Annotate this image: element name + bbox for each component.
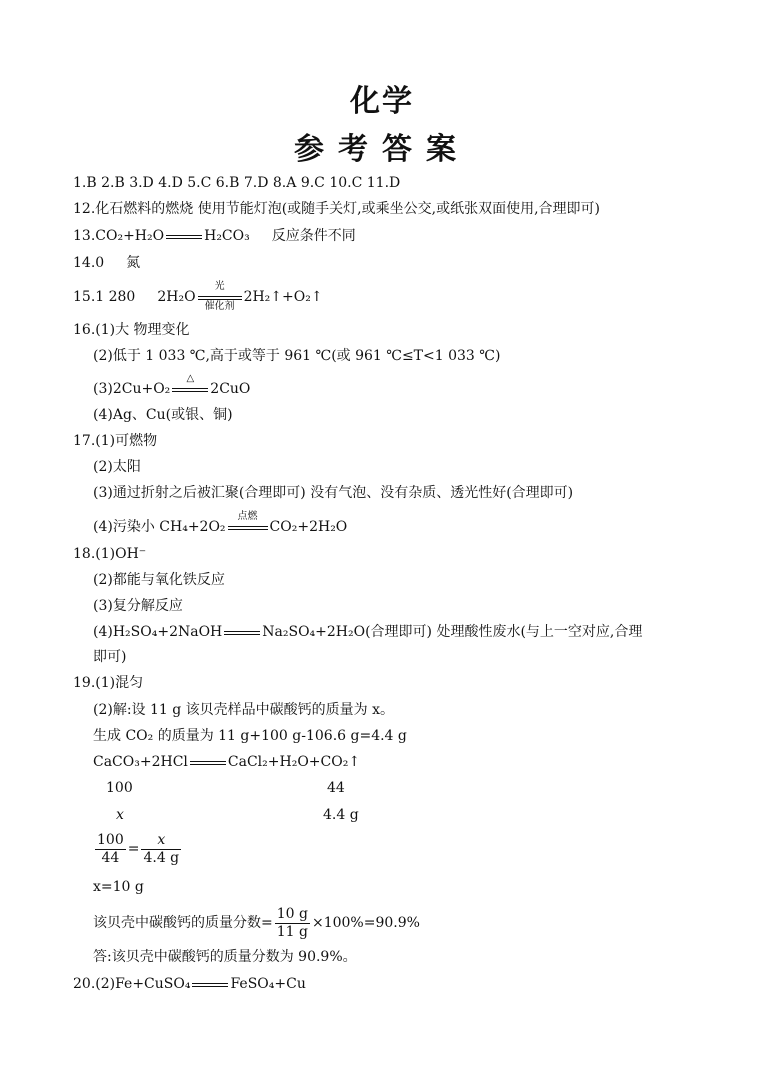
q13-prefix: 13.	[73, 228, 96, 244]
frac-num: 10 g	[276, 905, 308, 922]
q19-var-co2: 4.4 g	[323, 807, 359, 823]
equals-sign	[164, 226, 204, 246]
q15-eq-left: 2H₂O	[157, 289, 196, 305]
q12-answer: 12.化石燃料的燃烧 使用节能灯泡(或随手关灯,或乘坐公交,或纸张双面使用,合理即可)	[73, 201, 600, 217]
q15-cond-top: 光	[214, 281, 225, 292]
q16-part4: (4)Ag、Cu(或银、铜)	[93, 407, 233, 423]
q19-mass-co2: 44	[327, 780, 345, 796]
q19-frac-suffix: ×100%=90.9%	[311, 915, 420, 931]
answer-heading: 参考答案	[294, 132, 470, 167]
equals-sign	[222, 622, 262, 642]
q19-part3: 生成 CO₂ 的质量为 11 g+100 g-106.6 g=4.4 g	[93, 728, 407, 744]
q18-part3: (3)复分解反应	[93, 598, 183, 614]
q15-prefix: 15.1 280	[73, 289, 136, 305]
q13-eq-left: CO₂+H₂O	[95, 228, 165, 244]
q17-p4-right: CO₂+2H₂O	[269, 519, 348, 535]
q18-p4-right: Na₂SO₄+2H₂O(合理即可) 处理酸性废水(与上一空对应,合理	[262, 624, 643, 640]
q14-num: 14.0	[73, 255, 105, 271]
q18-part2: (2)都能与氧化铁反应	[93, 572, 225, 588]
q15-answer	[73, 281, 323, 312]
equals-sign	[190, 974, 230, 994]
q19-eq-right: CaCl₂+H₂O+CO₂↑	[227, 754, 361, 770]
ratio-den1: 44	[101, 849, 120, 866]
q19-eq-left: CaCO₃+2HCl	[93, 754, 188, 770]
ratio-den2: 4.4 g	[143, 849, 180, 866]
q14-ans: 氮	[126, 255, 141, 271]
q17-part3: (3)通过折射之后被汇聚(合理即可) 没有气泡、没有杂质、透光性好(合理即可)	[93, 485, 574, 501]
subject-title: 化学	[350, 84, 414, 119]
q18-p4-left: (4)H₂SO₄+2NaOH	[93, 624, 223, 640]
q14-answer	[73, 253, 140, 273]
ratio-num1: 100	[97, 831, 124, 848]
q20-answer	[73, 974, 306, 994]
q19-ratio: $\frac{100}{44}$ = $\frac{x}{4.4 g}$	[97, 831, 180, 866]
q16-part3	[93, 373, 251, 399]
q16-part2: (2)低于 1 033 ℃,高于或等于 961 ℃(或 961 ℃≤T<1 033 ℃)	[93, 348, 501, 364]
q20-right: FeSO₄+Cu	[230, 976, 306, 992]
q19-frac-prefix: 该贝壳中碳酸钙的质量分数=	[93, 915, 273, 931]
q15-eq-right: 2H₂↑+O₂↑	[243, 289, 323, 305]
q18-part4	[93, 622, 642, 642]
q16-p3-cond: △	[186, 373, 195, 384]
q19-part1: 19.(1)混匀	[73, 675, 144, 691]
q16-part1: 16.(1)大 物理变化	[73, 322, 190, 338]
q16-p3-left: (3)2Cu+O₂	[93, 381, 171, 397]
q17-p4-cond: 点燃	[237, 511, 258, 522]
q17-part1: 17.(1)可燃物	[73, 433, 158, 449]
ratio-left	[95, 832, 126, 867]
condition-equals	[196, 281, 244, 312]
q20-left: 20.(2)Fe+CuSO₄	[73, 976, 191, 992]
mass-fraction	[275, 906, 310, 941]
q19-fraction-line	[93, 905, 420, 941]
q17-p4-left: (4)污染小 CH₄+2O₂	[93, 519, 226, 535]
equals-sign	[188, 752, 228, 772]
ratio-right	[141, 832, 181, 867]
q16-p3-right: 2CuO	[210, 381, 251, 397]
q13-eq-right: H₂CO₃	[204, 228, 250, 244]
q13-note: 反应条件不同	[271, 228, 356, 244]
q18-part1: 18.(1)OH⁻	[73, 546, 147, 562]
q18-part4-cont: 即可)	[93, 649, 127, 665]
q17-part2: (2)太阳	[93, 459, 141, 475]
q13-answer	[73, 226, 356, 246]
q19-var-x: x	[116, 807, 124, 823]
q1-11-answers: 1.B 2.B 3.D 4.D 5.C 6.B 7.D 8.A 9.C 10.C 11.D	[73, 175, 401, 191]
heat-equals	[170, 373, 210, 399]
q19-answer: 答:该贝壳中碳酸钙的质量分数为 90.9%。	[93, 949, 357, 965]
ignite-equals	[226, 511, 270, 537]
q19-result: x=10 g	[93, 879, 144, 895]
q17-part4	[93, 511, 348, 537]
q19-equation	[93, 752, 360, 772]
q19-mass-caco3: 100	[106, 780, 133, 796]
q15-cond-bottom: 催化剂	[204, 301, 235, 312]
q19-part2: (2)解:设 11 g 该贝壳样品中碳酸钙的质量为 x。	[93, 702, 395, 718]
frac-den: 11 g	[276, 923, 308, 940]
ratio-num2: x	[141, 832, 181, 850]
